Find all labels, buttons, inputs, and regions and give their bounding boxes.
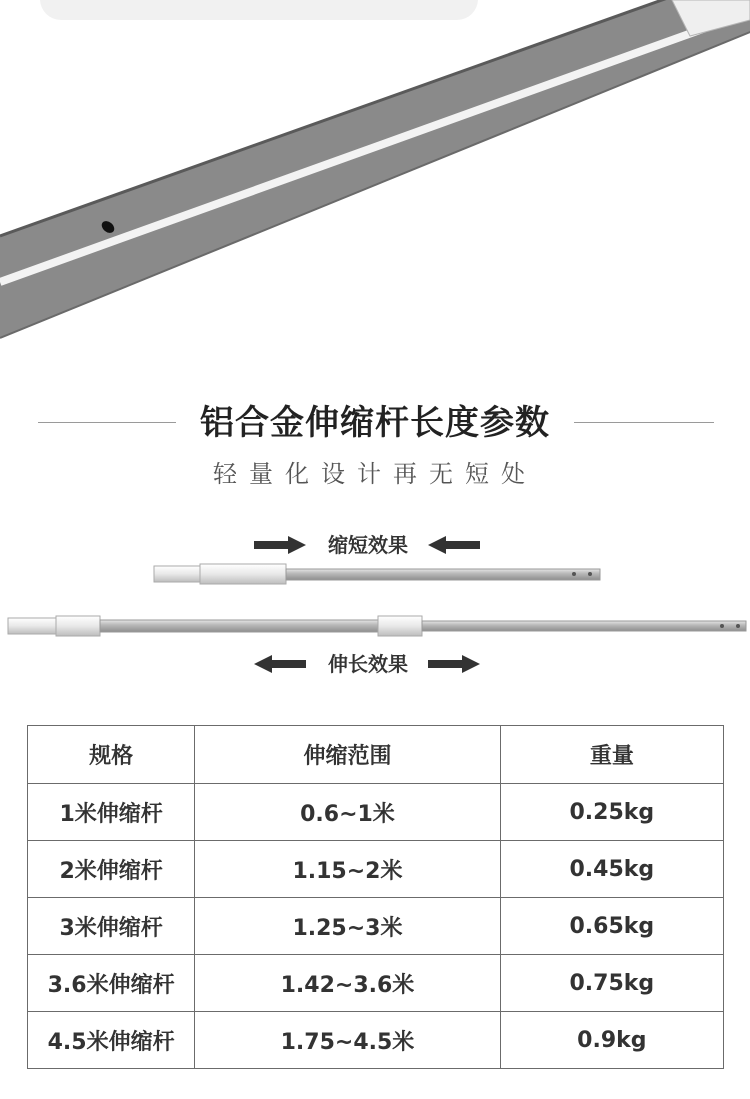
cell-range: 0.6~1米	[195, 784, 500, 841]
cell-spec: 2米伸缩杆	[28, 841, 195, 898]
table-header-row	[28, 726, 724, 784]
cell-range: 1.75~4.5米	[195, 1012, 500, 1069]
shorten-effect-label: 缩短效果	[328, 533, 408, 557]
cell-spec: 1米伸缩杆	[28, 784, 195, 841]
table-row	[28, 898, 724, 955]
table-row	[28, 1012, 724, 1069]
section-subtitle: 轻量化设计再无短处	[213, 460, 537, 488]
shortened-pole	[154, 564, 600, 584]
cell-weight: 0.75kg	[500, 955, 723, 1012]
extend-effect-label: 伸长效果	[328, 652, 408, 676]
cell-weight: 0.45kg	[500, 841, 723, 898]
section-title: 铝合金伸缩杆长度参数	[200, 403, 550, 443]
cell-range: 1.25~3米	[195, 898, 500, 955]
header-range: 伸缩范围	[195, 726, 500, 784]
header-weight: 重量	[500, 726, 723, 784]
cell-weight: 0.25kg	[500, 784, 723, 841]
length-spec-table	[27, 725, 724, 1069]
cell-spec: 3米伸缩杆	[28, 898, 195, 955]
cell-spec: 4.5米伸缩杆	[28, 1012, 195, 1069]
table-row	[28, 841, 724, 898]
cell-range: 1.15~2米	[195, 841, 500, 898]
cell-spec: 3.6米伸缩杆	[28, 955, 195, 1012]
cell-weight: 0.65kg	[500, 898, 723, 955]
arrow-right-icon	[428, 655, 480, 673]
cell-range: 1.42~3.6米	[195, 955, 500, 1012]
arrow-left-icon	[254, 655, 306, 673]
extended-pole	[8, 616, 746, 636]
table-row	[28, 784, 724, 841]
header-spec: 规格	[28, 726, 195, 784]
table-row	[28, 955, 724, 1012]
cell-weight: 0.9kg	[500, 1012, 723, 1069]
